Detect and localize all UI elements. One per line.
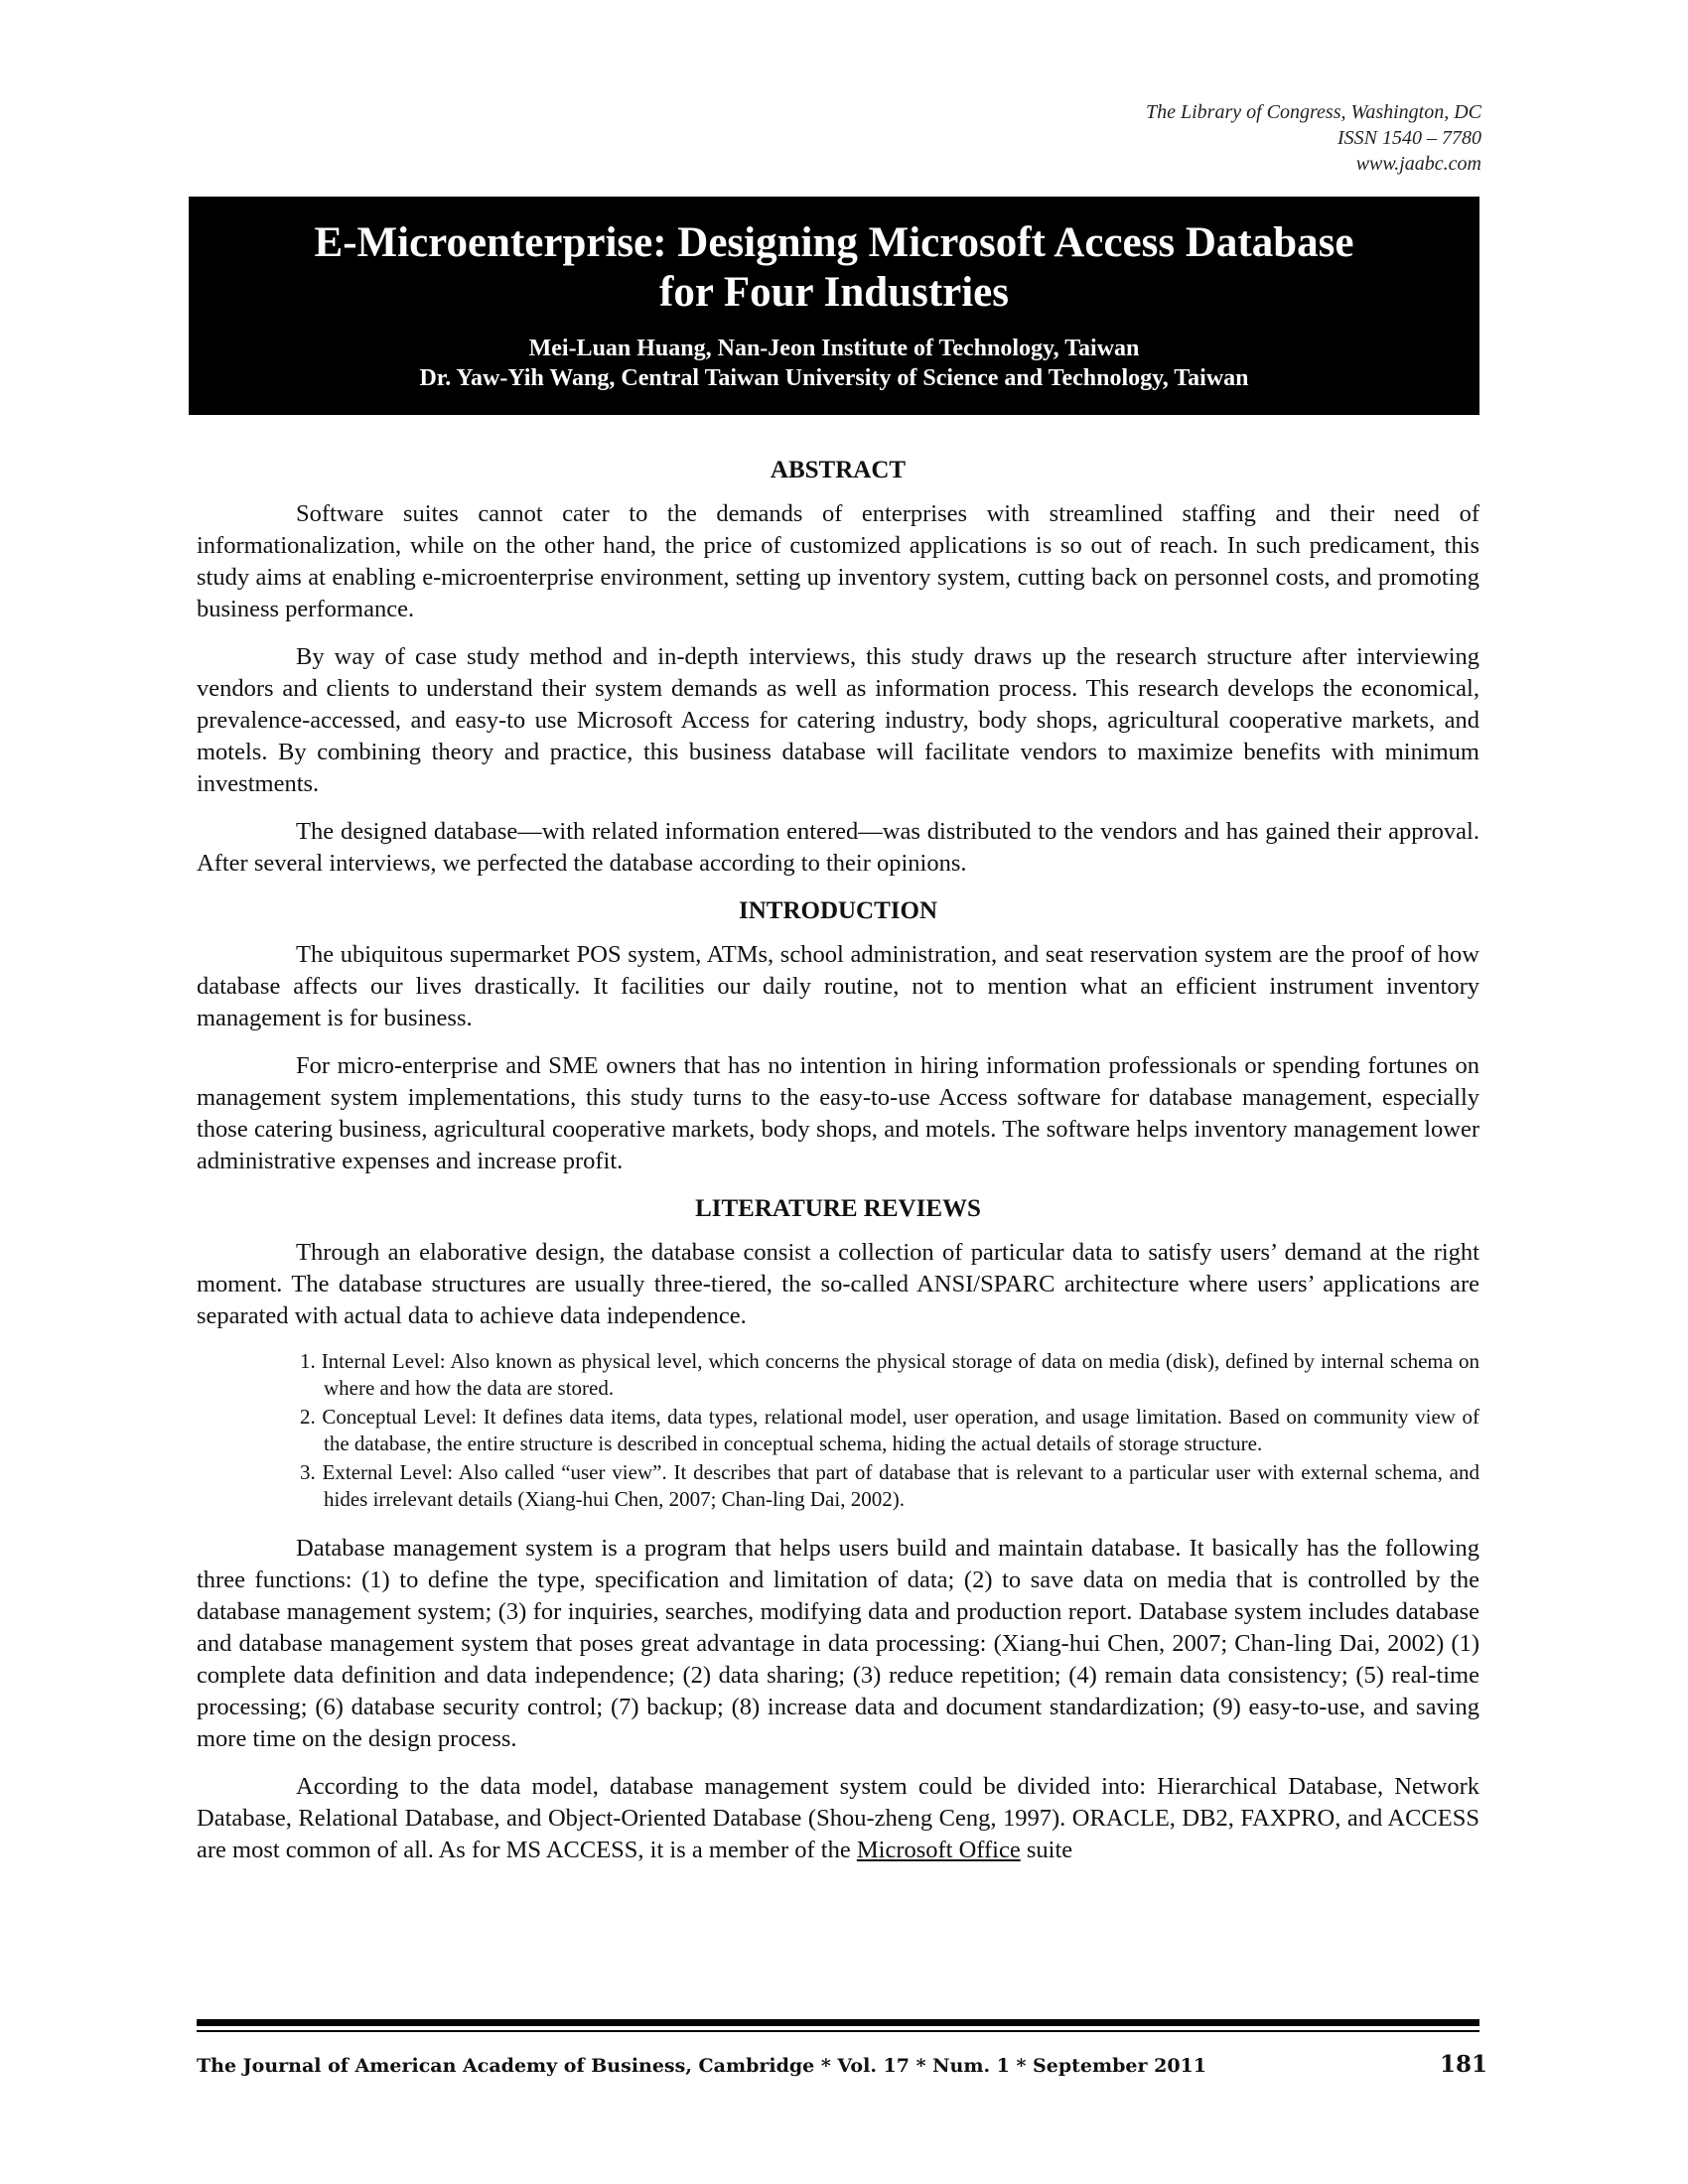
masthead: [1146, 99, 1481, 177]
title-banner: [189, 197, 1479, 415]
author-1: Mei-Luan Huang, Nan-Jeon Institute of Technology, Taiwan: [528, 336, 1140, 361]
paper-title-line-2: for Four Industries: [659, 269, 1009, 316]
author-block: [189, 334, 1479, 393]
introduction-paragraph: The ubiquitous supermarket POS system, ATMs, school administration, and seat reservation system are the proof of how database affects our lives drastically. It facilities our daily routine, not to mention what an efficient instrument inventory management is for business.: [197, 941, 1479, 1031]
body-content: [197, 455, 1479, 1882]
page-number: 181: [1440, 2051, 1488, 2078]
introduction-paragraph: For micro-enterprise and SME owners that has no intention in hiring information professionals or spending fortunes on management system implementations, this study turns to the easy-to-use Access software for database management, especially those catering business, agricultural cooperative markets, body shops, and motels. The software helps inventory management lower administrative expenses and increase profit.: [197, 1052, 1479, 1174]
paper-title: [263, 218, 1405, 318]
literature-paragraph: Through an elaborative design, the database consist a collection of particular data to satisfy users’ demand at the right moment. The database structures are usually three-tiered, the so-called ANSI/SPARC architecture where users’ applications are separated with actual data to achieve data independence.: [197, 1239, 1479, 1329]
literature-paragraph: [197, 1771, 1479, 1866]
architecture-levels-list: [197, 1348, 1479, 1513]
abstract-paragraph: Software suites cannot cater to the demands of enterprises with streamlined staffing and their need of informationalization, while on the other hand, the price of customized applications is so out of reach. In such predicament, this study aims at enabling e-microenterprise environment, setting up inventory system, cutting back on personnel costs, and promoting business performance.: [197, 500, 1479, 622]
list-item: 1. Internal Level: Also known as physical level, which concerns the physical storage of data on media (disk), defined by internal schema on where and how the data are stored.: [300, 1349, 1479, 1400]
introduction-heading: INTRODUCTION: [738, 897, 938, 924]
paragraph-text: According to the data model, database management system could be divided into: Hierarchical Database, Network Database, Relational Database, and Object-Oriented Database (Shou-zheng Ceng, 1997). ORACLE, DB2, FAXPRO, and ACCESS are most common of all. As for MS ACCESS, it is a member of the: [197, 1773, 1479, 1863]
abstract-heading: ABSTRACT: [770, 457, 907, 483]
paper-title-line-1: E-Microenterprise: Designing Microsoft Access Database: [314, 219, 1354, 266]
author-2: Dr. Yaw-Yih Wang, Central Taiwan University of Science and Technology, Taiwan: [419, 365, 1249, 391]
literature-paragraph: Database management system is a program that helps users build and maintain database. It basically has the following three functions: (1) to define the type, specification and limitation of data; (2) to save data on media that is controlled by the database management system; (3) for inquiries, searches, modifying data and production report. Database system includes database and database management system that poses great advantage in data processing: (Xiang-hui Chen, 2007; Chan-ling Dai, 2002) (1) complete data definition and data independence; (2) data sharing; (3) reduce repetition; (4) remain data consistency; (5) real-time processing; (6) database security control; (7) backup; (8) increase data and document standardization; (9) easy-to-use, and saving more time on the design process.: [197, 1535, 1479, 1752]
footer-rule-thin: [197, 2030, 1479, 2032]
list-item: 3. External Level: Also called “user view”. It describes that part of database that is relevant to a particular user with external schema, and hides irrelevant details (Xiang-hui Chen, 2007; Chan-ling Dai, 2002).: [300, 1460, 1479, 1511]
masthead-issn: ISSN 1540 – 7780: [1337, 127, 1481, 149]
microsoft-office-link[interactable]: Microsoft Office: [856, 1837, 1021, 1863]
footer-rule-thick: [197, 2019, 1479, 2026]
paragraph-text: suite: [1020, 1837, 1073, 1863]
list-item: 2. Conceptual Level: It defines data items, data types, relational model, user operation, and usage limitation. Based on community view of the database, the entire structure is described in conceptual schema, hiding the actual details of storage structure.: [300, 1405, 1479, 1455]
abstract-paragraph: The designed database—with related information entered—was distributed to the vendors and has gained their approval. After several interviews, we perfected the database according to their opinions.: [197, 818, 1479, 877]
masthead-library: The Library of Congress, Washington, DC: [1145, 101, 1481, 123]
masthead-website: www.jaabc.com: [1355, 153, 1481, 175]
literature-heading: LITERATURE REVIEWS: [695, 1195, 981, 1222]
abstract-paragraph: By way of case study method and in-depth interviews, this study draws up the research structure after interviewing vendors and clients to understand their system demands as well as information process. This research develops the economical, prevalence-accessed, and easy-to use Microsoft Access for catering industry, body shops, agricultural cooperative markets, and motels. By combining theory and practice, this business database will facilitate vendors to maximize benefits with minimum investments.: [197, 643, 1479, 797]
footer-journal-citation: The Journal of American Academy of Business, Cambridge * Vol. 17 * Num. 1 * September 2011: [197, 2055, 1207, 2077]
